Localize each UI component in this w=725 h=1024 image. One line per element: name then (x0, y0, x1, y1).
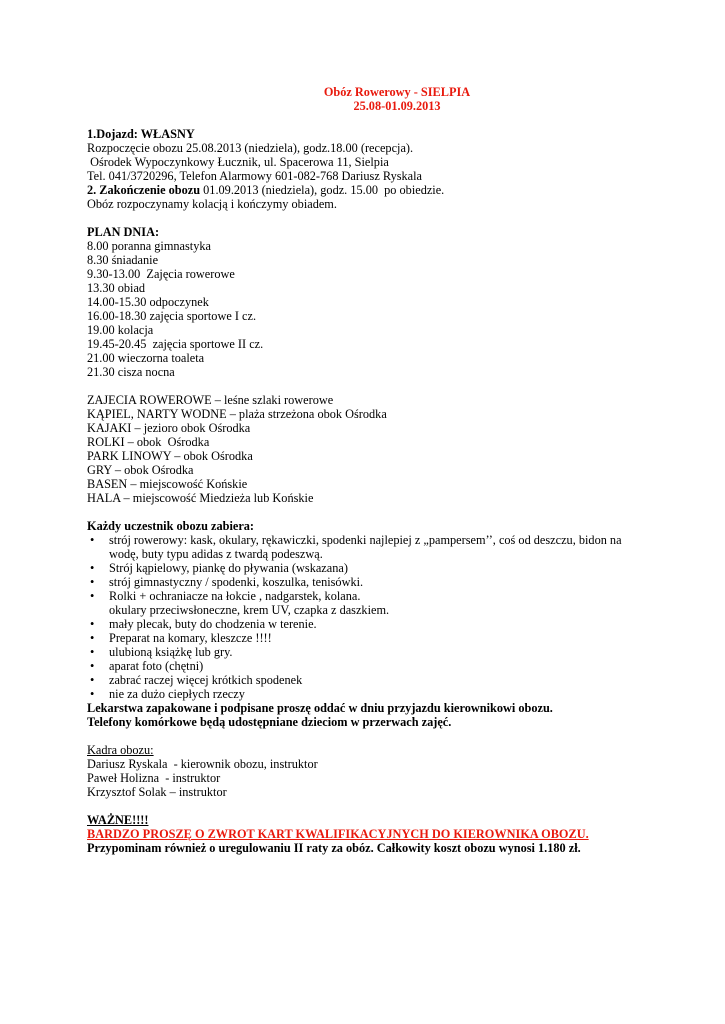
packing-item-continuation: okulary przeciwsłoneczne, krem UV, czapka z daszkiem. (109, 603, 390, 617)
packing-item-text: Preparat na komary, kleszcze !!!! (109, 631, 272, 645)
plan-list (87, 239, 647, 379)
packing-item-text: nie za dużo ciepłych rzeczy (109, 687, 245, 701)
plan-item: 21.30 cisza nocna (87, 365, 175, 379)
staff-member: Krzysztof Solak – instruktor (87, 785, 227, 799)
dojazd-heading: 1.Dojazd: WŁASNY (87, 127, 195, 141)
packing-item-text: zabrać raczej więcej krótkich spodenek (109, 673, 303, 687)
medicine-note: Lekarstwa zapakowane i podpisane proszę oddać w dniu przyjazdu kierownikowi obozu. (87, 701, 553, 715)
bullet-icon: • (90, 645, 95, 659)
bullet-icon: • (90, 575, 95, 589)
plan-item: 13.30 obiad (87, 281, 146, 295)
dojazd-line: Rozpoczęcie obozu 25.08.2013 (niedziela), godz.18.00 (recepcja). (87, 141, 414, 155)
packing-item (87, 575, 647, 589)
packing-item (87, 617, 647, 631)
packing-item-text: strój rowerowy: kask, okulary, rękawiczki, spodenki najlepiej z „pampersem’’, coś od deszczu, bidon na (109, 533, 622, 547)
staff-heading: Kadra obozu: (87, 743, 154, 757)
plan-item: 21.00 wieczorna toaleta (87, 351, 205, 365)
plan-item: 14.00-15.30 odpoczynek (87, 295, 209, 309)
activity-item: HALA – miejscowość Miedzieża lub Końskie (87, 491, 314, 505)
dojazd-line: Tel. 041/3720296, Telefon Alarmowy 601-082-768 Dariusz Ryskala (87, 169, 422, 183)
packing-item (87, 533, 647, 561)
dojazd-line: Ośrodek Wypoczynkowy Łucznik, ul. Spacerowa 11, Sielpia (87, 155, 389, 169)
phones-note: Telefony komórkowe będą udostępniane dzieciom w przerwach zajęć. (87, 715, 452, 729)
bullet-icon: • (90, 617, 95, 631)
packing-item-text: Rolki + ochraniacze na łokcie , nadgarstek, kolana. (109, 589, 361, 603)
packing-item (87, 687, 647, 701)
plan-item: 16.00-18.30 zajęcia sportowe I cz. (87, 309, 257, 323)
document-dates: 25.08-01.09.2013 (353, 99, 441, 113)
activity-item: KĄPIEL, NARTY WODNE – plaża strzeżona obok Ośrodka (87, 407, 387, 421)
staff-member: Dariusz Ryskala - kierownik obozu, instruktor (87, 757, 318, 771)
activity-item: PARK LINOWY – obok Ośrodka (87, 449, 253, 463)
packing-list (87, 533, 647, 701)
bullet-icon: • (90, 589, 95, 603)
packing-item-continuation: wodę, buty typu adidas z twardą podeszwą. (109, 547, 323, 561)
zakonczenie-label: 2. Zakończenie obozu (87, 183, 201, 197)
bullet-icon: • (90, 673, 95, 687)
document-content (87, 85, 647, 855)
packing-item-text: strój gimnastyczny / spodenki, koszulka, tenisówki. (109, 575, 364, 589)
plan-item: 9.30-13.00 Zajęcia rowerowe (87, 267, 235, 281)
important-warning: BARDZO PROSZĘ O ZWROT KART KWALIFIKACYJNYCH DO KIEROWNIKA OBOZU. (87, 827, 589, 841)
activity-item: ROLKI – obok Ośrodka (87, 435, 210, 449)
bullet-icon: • (90, 659, 95, 673)
document-title: Obóz Rowerowy - SIELPIA (323, 85, 471, 99)
packing-item (87, 631, 647, 645)
packing-item (87, 561, 647, 575)
packing-item (87, 659, 647, 673)
plan-item: 8.30 śniadanie (87, 253, 159, 267)
important-heading: WAŻNE!!!! (87, 813, 149, 827)
activity-item: KAJAKI – jezioro obok Ośrodka (87, 421, 251, 435)
plan-item: 19.45-20.45 zajęcia sportowe II cz. (87, 337, 264, 351)
bullet-icon: • (90, 561, 95, 575)
packing-item-text: mały plecak, buty do chodzenia w terenie. (109, 617, 317, 631)
bullet-icon: • (90, 533, 95, 547)
plan-item: 19.00 kolacja (87, 323, 154, 337)
packing-item (87, 589, 647, 617)
packing-heading: Każdy uczestnik obozu zabiera: (87, 519, 255, 533)
activities-list (87, 393, 647, 505)
payment-reminder: Przypominam również o uregulowaniu II raty za obóz. Całkowity koszt obozu wynosi 1.180 zł. (87, 841, 581, 855)
staff-member: Paweł Holizna - instruktor (87, 771, 221, 785)
bullet-icon: • (90, 687, 95, 701)
zakonczenie-text: 01.09.2013 (niedziela), godz. 15.00 po obiedzie. (200, 183, 445, 197)
zakonczenie-note: Obóz rozpoczynamy kolacją i kończymy obiadem. (87, 197, 337, 211)
zakonczenie-line (87, 183, 647, 197)
plan-heading: PLAN DNIA: (87, 225, 160, 239)
packing-item-text: aparat foto (chętni) (109, 659, 204, 673)
packing-item (87, 673, 647, 687)
packing-item-text: ulubioną książkę lub gry. (109, 645, 233, 659)
bullet-icon: • (90, 631, 95, 645)
activity-item: BASEN – miejscowość Końskie (87, 477, 248, 491)
activity-item: GRY – obok Ośrodka (87, 463, 194, 477)
plan-item: 8.00 poranna gimnastyka (87, 239, 211, 253)
packing-item (87, 645, 647, 659)
packing-item-text: Strój kąpielowy, piankę do pływania (wskazana) (109, 561, 348, 575)
activity-item: ZAJECIA ROWEROWE – leśne szlaki rowerowe (87, 393, 334, 407)
